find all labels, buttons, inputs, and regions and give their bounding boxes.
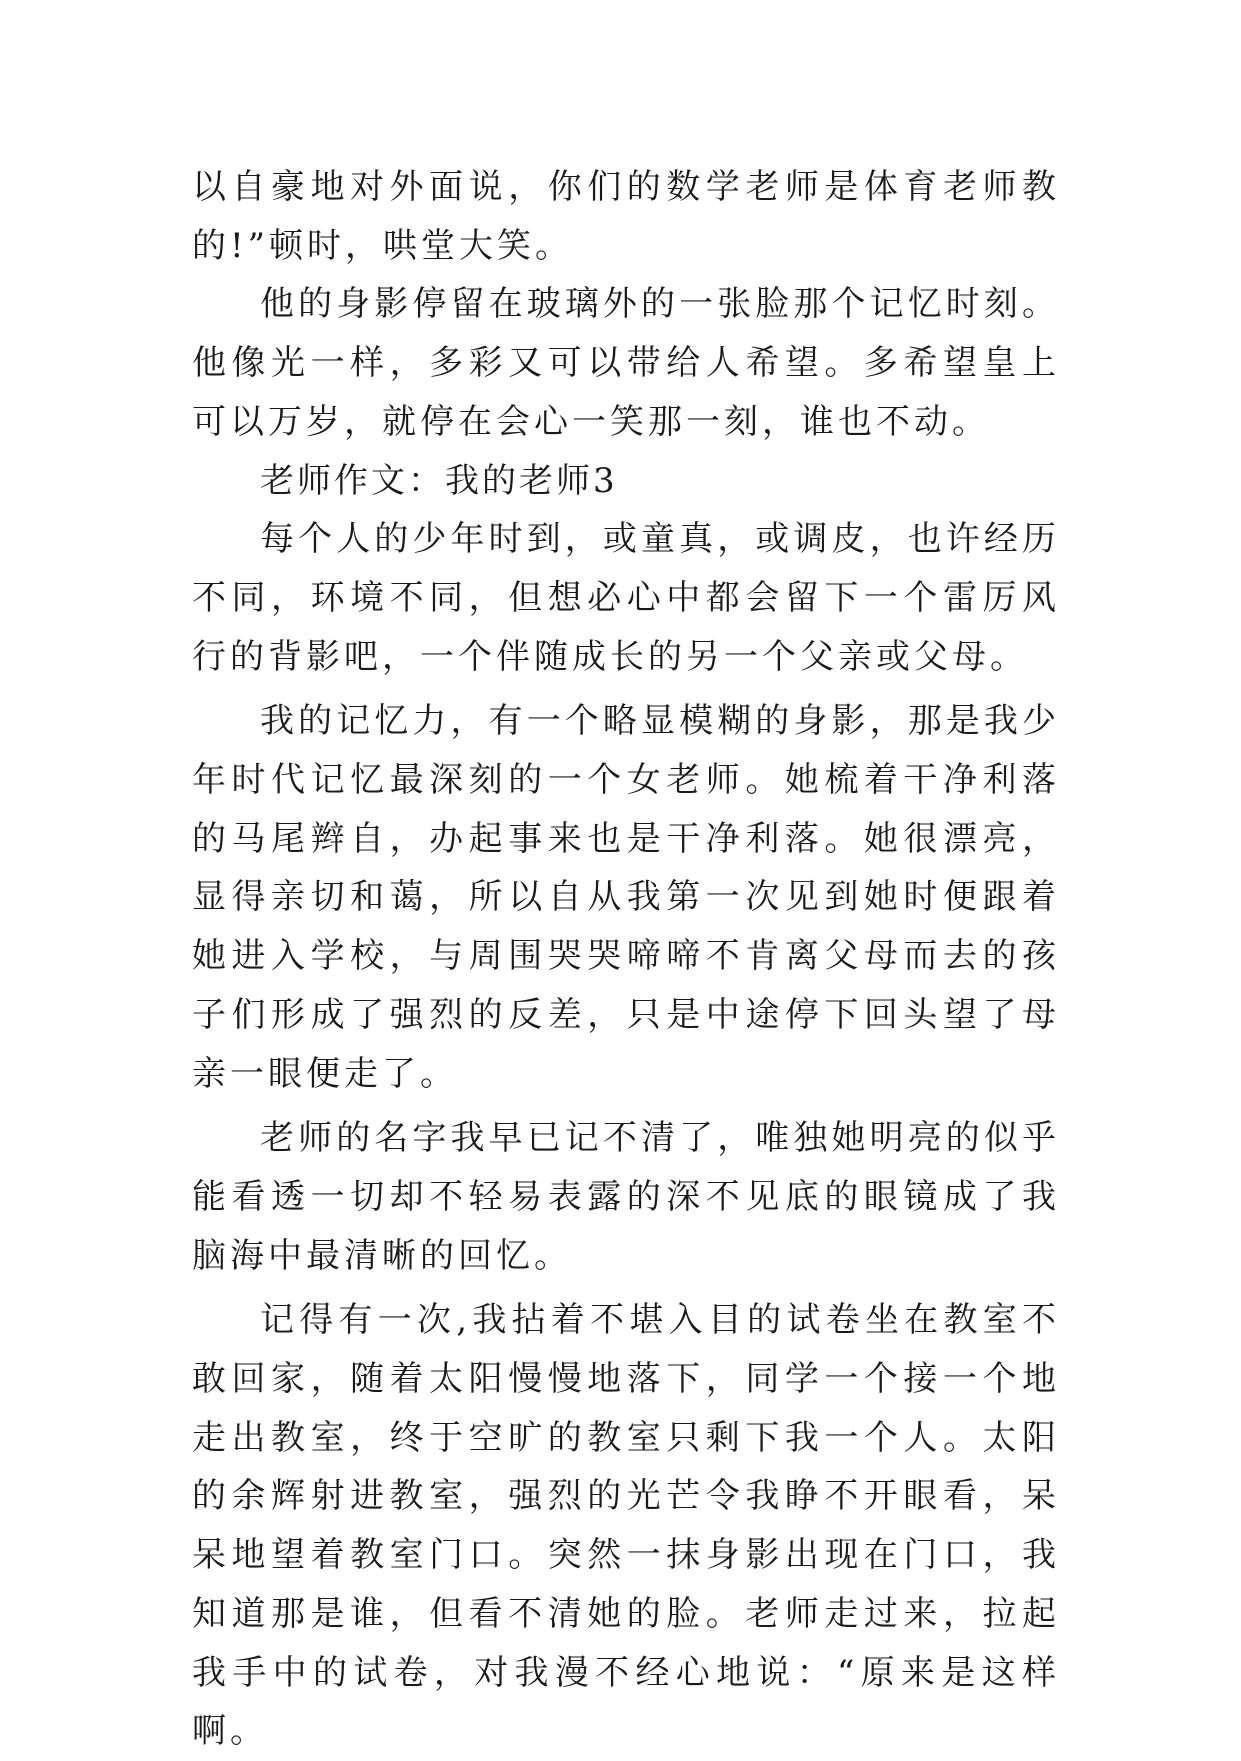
paragraph: 每个人的少年时到，或童真，或调皮，也许经历不同，环境不同，但想必心中都会留下一个雷厉风行的背影吧，一个伴随成长的另一个父亲或父母。 (192, 519, 1060, 677)
document-page (192, 158, 1060, 1761)
paragraph: 记得有一次,我拈着不堪入目的试卷坐在教室不敢回家，随着太阳慢慢地落下，同学一个接一个地走出教室，终于空旷的教室只剩下我一个人。太阳的余辉射进教室，强烈的光芒令我睁不开眼看，呆呆地望着教室门口。突然一抹身影出现在门口，我知道那是谁，但看不清她的脸。老师走过来，拉起我手中的试卷，对我漫不经心地说：“原来是这样啊。 (192, 1300, 1060, 1752)
paragraph: 我的记忆力，有一个略显模糊的身影，那是我少年时代记忆最深刻的一个女老师。她梳着干净利落的马尾辫自，办起事来也是干净利落。她很漂亮，显得亲切和蔼，所以自从我第一次见到她时便跟着她进入学校，与周围哭哭啼啼不肯离父母而去的孩子们形成了强烈的反差，只是中途停下回头望了母亲一眼便走了。 (192, 701, 1060, 1094)
paragraph: 他的身影停留在玻璃外的一张脸那个记忆时刻。他像光一样，多彩又可以带给人希望。多希望皇上可以万岁，就停在会心一笑那一刻，谁也不动。 (192, 284, 1060, 442)
paragraph-continuation: 以自豪地对外面说，你们的数学老师是体育老师教的!”顿时，哄堂大笑。 (192, 167, 1060, 266)
paragraph: 老师的名字我早已记不清了，唯独她明亮的似乎能看透一切却不轻易表露的深不见底的眼镜成了我脑海中最清晰的回忆。 (192, 1118, 1060, 1276)
section-heading: 老师作文：我的老师3 (260, 460, 618, 501)
